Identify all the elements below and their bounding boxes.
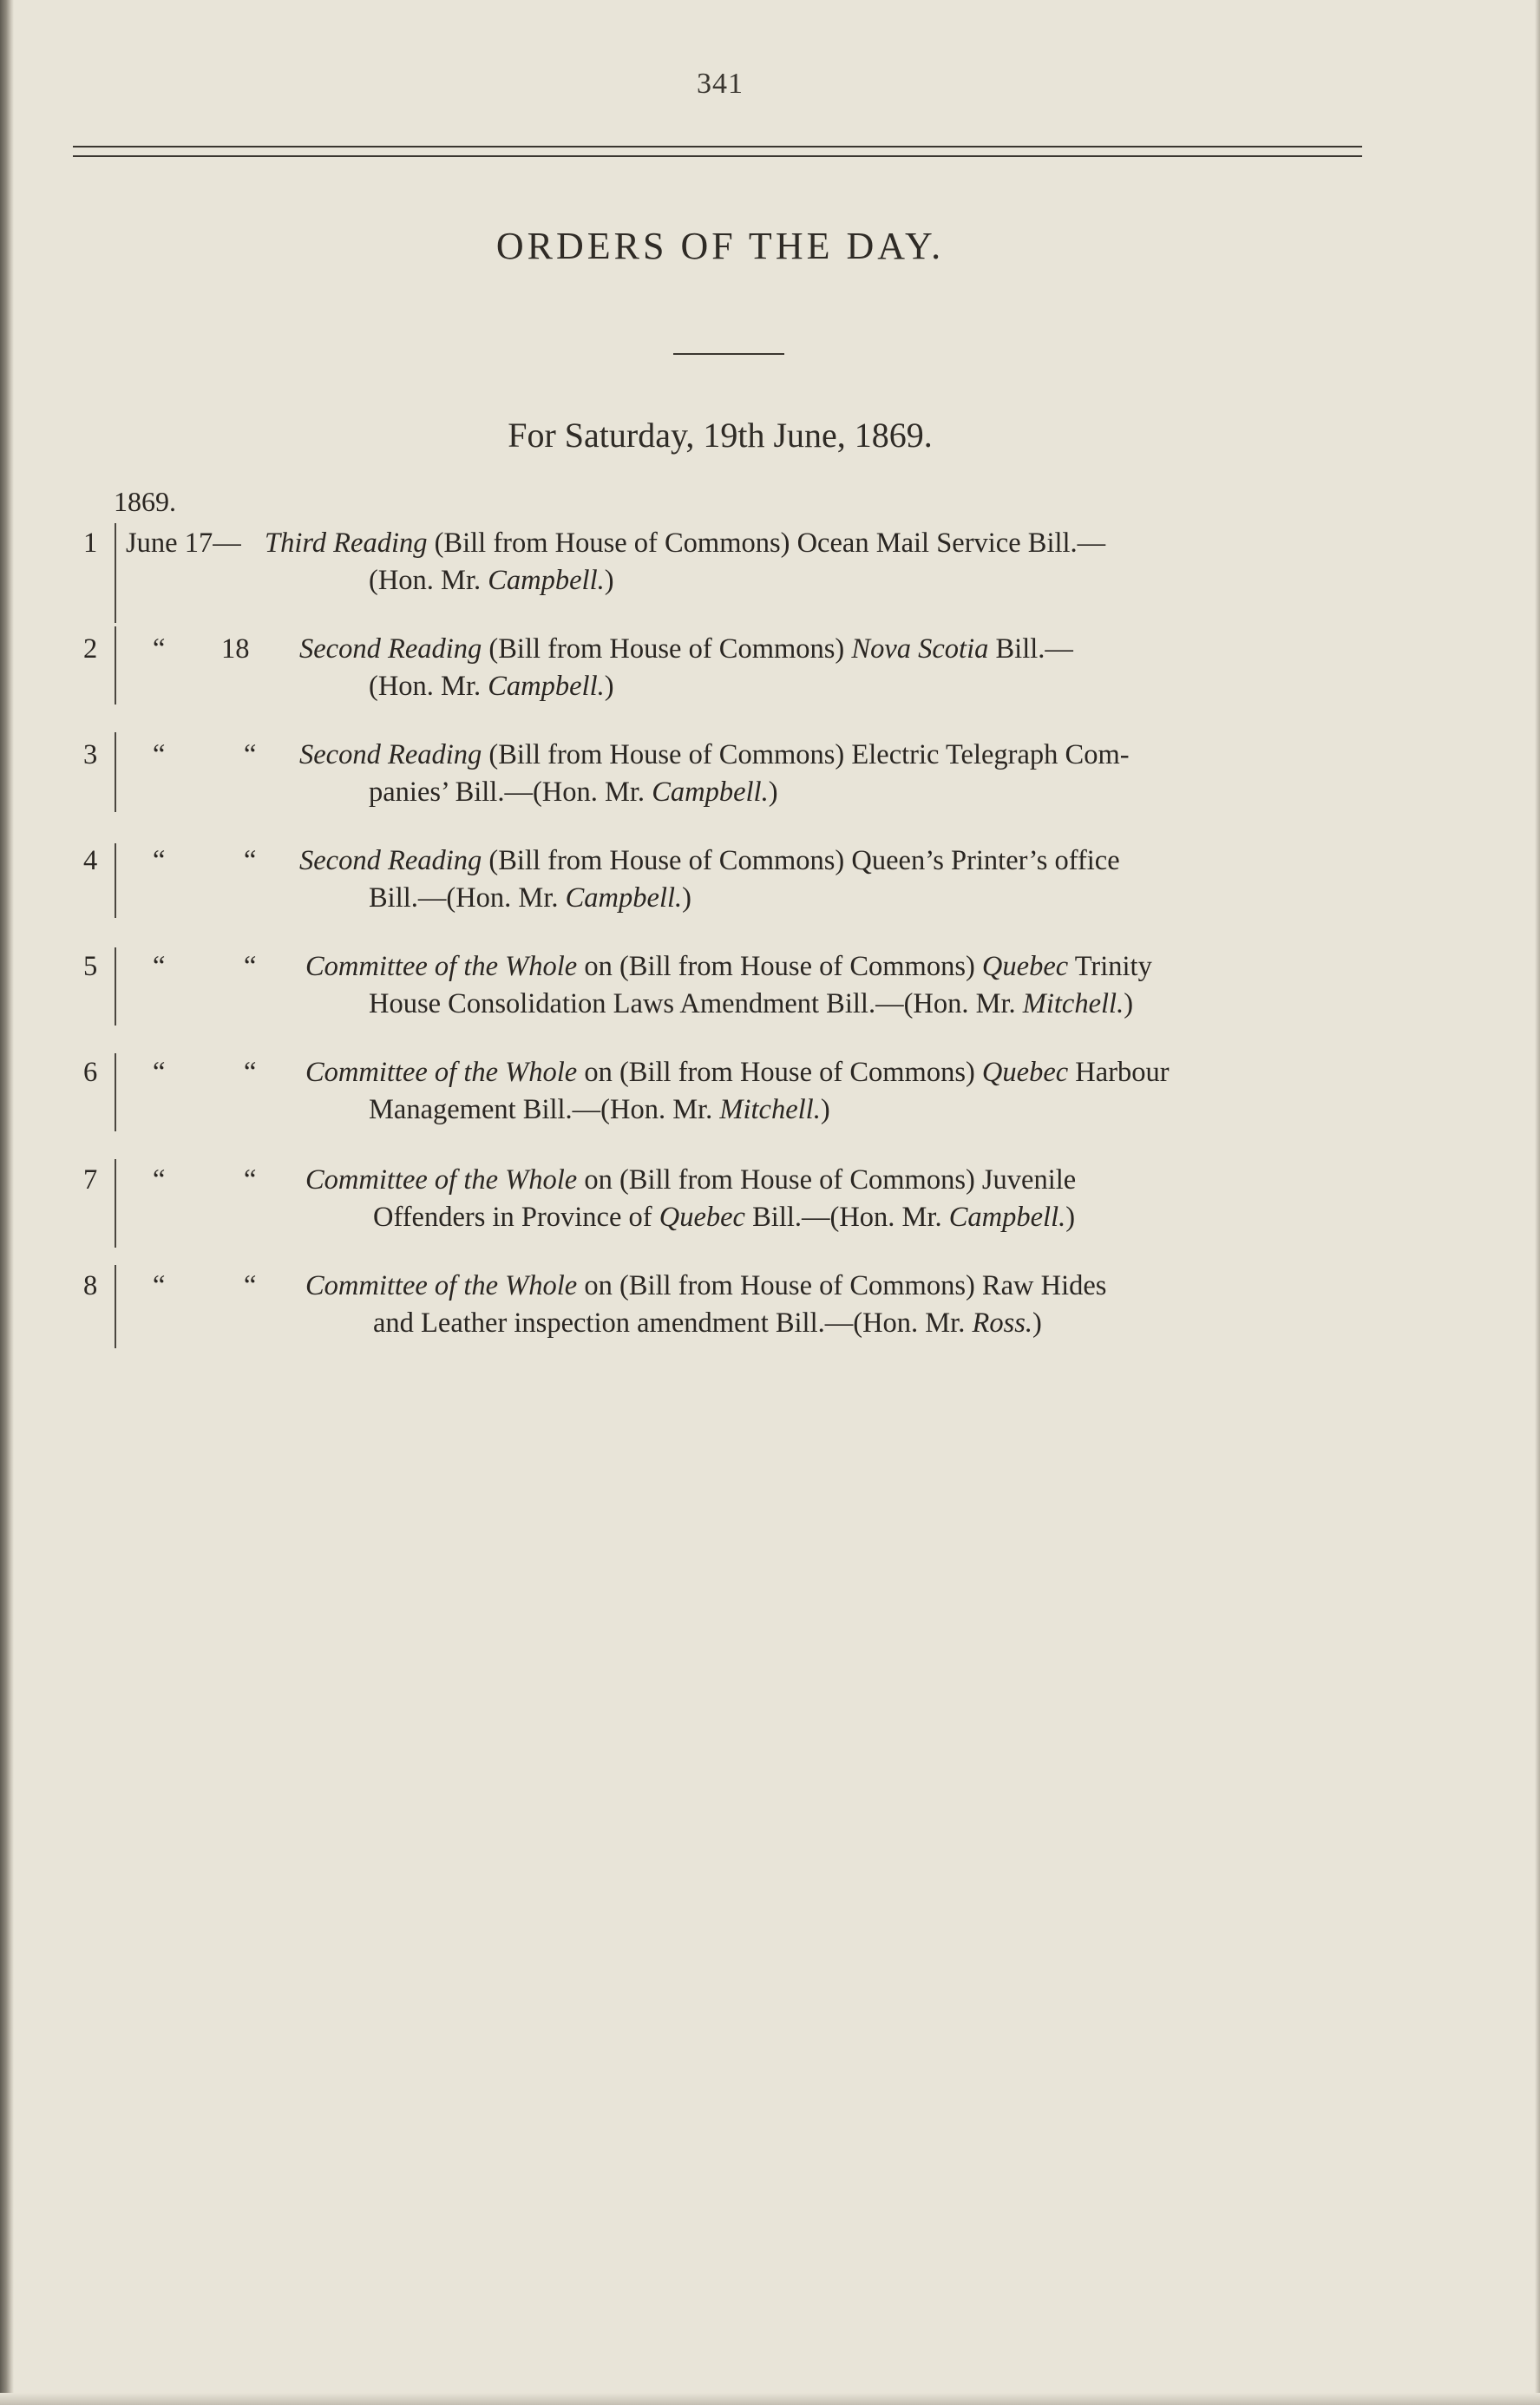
entry-text: Bill.— — [995, 633, 1073, 665]
entry-number: 6 — [83, 1057, 98, 1088]
entry-line2 — [369, 774, 778, 811]
entry-text: Trinity — [1074, 951, 1152, 982]
entry-line2 — [369, 668, 614, 705]
entry-number: 4 — [83, 845, 98, 876]
margin-rule — [115, 1159, 116, 1248]
margin-rule — [115, 523, 116, 623]
entry-sponsor: Campbell. — [565, 882, 683, 914]
entry-sponsor: Mitchell. — [719, 1094, 821, 1125]
entry-month: June — [126, 528, 178, 559]
entry-line2 — [373, 1199, 1075, 1236]
margin-rule — [115, 843, 116, 918]
entry-day: “ — [244, 739, 257, 770]
entry-line2 — [369, 562, 614, 600]
entry-italic-term: Quebec — [981, 1057, 1069, 1088]
entry-line1 — [305, 948, 1381, 986]
entry-stage: Committee of the Whole — [305, 951, 578, 982]
entry-text: (Bill from House of Commons) Queen’s Printer’s office — [488, 845, 1120, 876]
entry-text: (Bill from House of Commons) — [488, 633, 845, 665]
entry-text-end: ) — [1124, 988, 1134, 1019]
date-heading: For Saturday, 19th June, 1869. — [508, 416, 933, 455]
page-right-edge — [1535, 0, 1540, 2405]
entry-number: 3 — [83, 739, 98, 770]
entry-month: “ — [153, 1164, 166, 1196]
entry-italic-term: Quebec — [981, 951, 1069, 982]
year-label: 1869. — [114, 486, 176, 517]
entry-number: 5 — [83, 951, 98, 982]
entry-day: “ — [244, 1270, 257, 1301]
entry-text-end: ) — [604, 565, 614, 596]
entry-stage: Second Reading — [299, 633, 482, 665]
entry-text: panies’ Bill.—(Hon. Mr. — [369, 777, 652, 808]
entry-date — [126, 525, 241, 562]
entry-number: 1 — [83, 528, 98, 559]
page-title: ORDERS OF THE DAY. — [495, 225, 945, 267]
entry-text: on (Bill from House of Commons) — [584, 951, 975, 982]
entry-month: “ — [153, 739, 166, 770]
entry-line1 — [305, 1054, 1381, 1091]
entry-line2 — [369, 986, 1133, 1023]
entry-text: Bill.—(Hon. Mr. — [369, 882, 566, 914]
entry-text-end: ) — [682, 882, 691, 914]
entry-stage: Second Reading — [299, 845, 482, 876]
entry-sponsor: Campbell. — [652, 777, 769, 808]
entry-sponsor: Ross. — [972, 1307, 1032, 1339]
entry-sponsor: Campbell. — [488, 565, 605, 596]
entry-text: on (Bill from House of Commons) — [584, 1057, 975, 1088]
margin-rule — [115, 947, 116, 1026]
title-short-rule — [673, 353, 784, 355]
entry-day: “ — [244, 845, 257, 876]
margin-rule — [115, 1265, 116, 1348]
entry-sponsor: Mitchell. — [1022, 988, 1124, 1019]
entry-text-end: ) — [820, 1094, 830, 1125]
entry-line1 — [299, 737, 1375, 774]
entry-text: Harbour — [1075, 1057, 1170, 1088]
entry-italic-term: Quebec — [659, 1202, 745, 1233]
entry-text: Offenders in Province of — [373, 1202, 652, 1233]
entry-number: 7 — [83, 1164, 98, 1196]
entry-stage: Committee of the Whole — [305, 1164, 578, 1196]
margin-rule — [115, 1053, 116, 1131]
entry-line1 — [299, 842, 1375, 880]
page-number: 341 — [697, 68, 744, 100]
page-bottom-shadow — [0, 2393, 1540, 2405]
entry-line1 — [265, 525, 1340, 562]
entry-text: (Bill from House of Commons) Ocean Mail Service Bill.— — [434, 528, 1106, 559]
entry-line1 — [305, 1162, 1381, 1199]
entry-line2 — [373, 1305, 1042, 1342]
entry-day: “ — [244, 1164, 257, 1196]
header-double-rule — [73, 146, 1362, 157]
entry-month: “ — [153, 1270, 166, 1301]
entry-number: 2 — [83, 633, 98, 665]
entry-text-end: ) — [768, 777, 778, 808]
entry-month: “ — [153, 951, 166, 982]
entry-day: 17— — [184, 528, 241, 559]
entry-text: (Hon. Mr. — [369, 671, 488, 702]
entry-line1 — [305, 1268, 1381, 1305]
entry-text: on (Bill from House of Commons) Juvenile — [584, 1164, 1077, 1196]
entry-day: “ — [244, 951, 257, 982]
entry-stage: Committee of the Whole — [305, 1270, 578, 1301]
entry-day: “ — [244, 1057, 257, 1088]
entry-stage: Committee of the Whole — [305, 1057, 578, 1088]
entry-sponsor: Campbell. — [488, 671, 605, 702]
entry-month: “ — [153, 1057, 166, 1088]
entry-line2 — [369, 1091, 830, 1129]
entry-month: “ — [153, 633, 166, 665]
entry-text: Management Bill.—(Hon. Mr. — [369, 1094, 720, 1125]
entry-day: 18 — [221, 633, 250, 665]
entry-sponsor: Campbell. — [948, 1202, 1066, 1233]
margin-rule — [115, 732, 116, 812]
margin-rule — [115, 626, 116, 704]
entry-italic-term: Nova Scotia — [851, 633, 989, 665]
entry-text: and Leather inspection amendment Bill.—(Hon. Mr. — [373, 1307, 973, 1339]
entry-text: (Bill from House of Commons) Electric Telegraph Com- — [488, 739, 1130, 770]
entry-text: (Hon. Mr. — [369, 565, 488, 596]
entry-text: House Consolidation Laws Amendment Bill.—(Hon. Mr. — [369, 988, 1023, 1019]
entry-line2 — [369, 880, 691, 917]
entry-stage: Third Reading — [265, 528, 428, 559]
entry-text: on (Bill from House of Commons) Raw Hides — [584, 1270, 1107, 1301]
entry-number: 8 — [83, 1270, 98, 1301]
page-binding-edge — [0, 0, 14, 2405]
entry-stage: Second Reading — [299, 739, 482, 770]
entry-text-end: ) — [604, 671, 614, 702]
entry-text-end: ) — [1032, 1307, 1042, 1339]
entry-text-end: ) — [1065, 1202, 1076, 1233]
entry-line1 — [299, 631, 1375, 668]
entry-text: Bill.—(Hon. Mr. — [752, 1202, 949, 1233]
entry-month: “ — [153, 845, 166, 876]
